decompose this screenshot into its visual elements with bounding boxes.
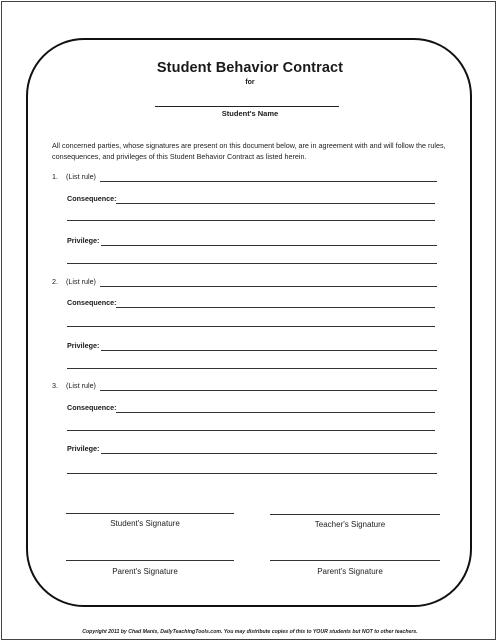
- rule-2-privilege-row: [0, 339, 500, 351]
- teacher-signature-label: Teacher's Signature: [314, 520, 386, 529]
- rule-2-privilege-label: Privilege:: [67, 341, 100, 350]
- rule-2-consequence-line[interactable]: [116, 307, 435, 308]
- rule-1-consequence-label: Consequence:: [67, 194, 117, 203]
- rule-1-consequence-line-2[interactable]: [67, 220, 435, 221]
- parent-signature-line-right[interactable]: [270, 560, 440, 561]
- student-signature-label: Student's Signature: [110, 519, 180, 528]
- rule-2-privilege-line-2[interactable]: [67, 368, 437, 369]
- student-signature-line[interactable]: [66, 513, 234, 514]
- rule-1-label: (List rule): [66, 172, 96, 181]
- rule-1-number: 1.: [52, 172, 58, 181]
- parent-signature-label-right: Parent's Signature: [317, 567, 383, 576]
- rule-3-privilege-line-2[interactable]: [67, 473, 437, 474]
- teacher-signature-line[interactable]: [270, 514, 440, 515]
- rule-3-privilege-line[interactable]: [101, 453, 437, 454]
- rule-2-consequence-row: [0, 296, 500, 308]
- rule-1-privilege-line[interactable]: [101, 245, 437, 246]
- rule-2-privilege-line[interactable]: [101, 350, 437, 351]
- rule-3-line[interactable]: [100, 390, 437, 391]
- rule-2-number: 2.: [52, 277, 58, 286]
- rule-2-row: [0, 275, 500, 287]
- rule-3-number: 3.: [52, 381, 58, 390]
- rule-3-consequence-line[interactable]: [116, 412, 435, 413]
- rule-1-consequence-row: [0, 192, 500, 204]
- rule-2-label: (List rule): [66, 277, 96, 286]
- rule-1-privilege-label: Privilege:: [67, 236, 100, 245]
- rule-1-consequence-line[interactable]: [116, 203, 435, 204]
- rule-2-line[interactable]: [100, 286, 437, 287]
- parent-signature-line-left[interactable]: [66, 560, 234, 561]
- rule-3-row: [0, 379, 500, 391]
- for-label: for: [245, 79, 255, 86]
- rule-3-consequence-line-2[interactable]: [67, 430, 435, 431]
- student-name-caption: Student's Name: [221, 109, 279, 118]
- rule-3-consequence-label: Consequence:: [67, 403, 117, 412]
- student-name-line[interactable]: [155, 106, 339, 107]
- rule-1-privilege-row: [0, 234, 500, 246]
- rule-1-line[interactable]: [100, 181, 437, 182]
- contract-title: Student Behavior Contract: [156, 60, 344, 76]
- rule-1-row: [0, 170, 500, 182]
- rule-3-privilege-label: Privilege:: [67, 444, 100, 453]
- parent-signature-label-left: Parent's Signature: [112, 567, 178, 576]
- rule-2-consequence-label: Consequence:: [67, 298, 117, 307]
- rule-3-label: (List rule): [66, 381, 96, 390]
- rule-3-consequence-row: [0, 401, 500, 413]
- intro-paragraph: All concerned parties, whose signatures are present on this document below, are in agreement with and will follow the rules, consequences, and privileges of this Student Behavior Contract as listed herein.: [52, 141, 446, 161]
- rule-3-privilege-row: [0, 442, 500, 454]
- rule-1-privilege-line-2[interactable]: [67, 263, 437, 264]
- rule-2-consequence-line-2[interactable]: [67, 326, 435, 327]
- copyright-footer: Copyright 2011 by Chad Manis, DailyTeachingTools.com. You may distribute copies of this to YOUR students but NOT to other teachers.: [82, 629, 418, 635]
